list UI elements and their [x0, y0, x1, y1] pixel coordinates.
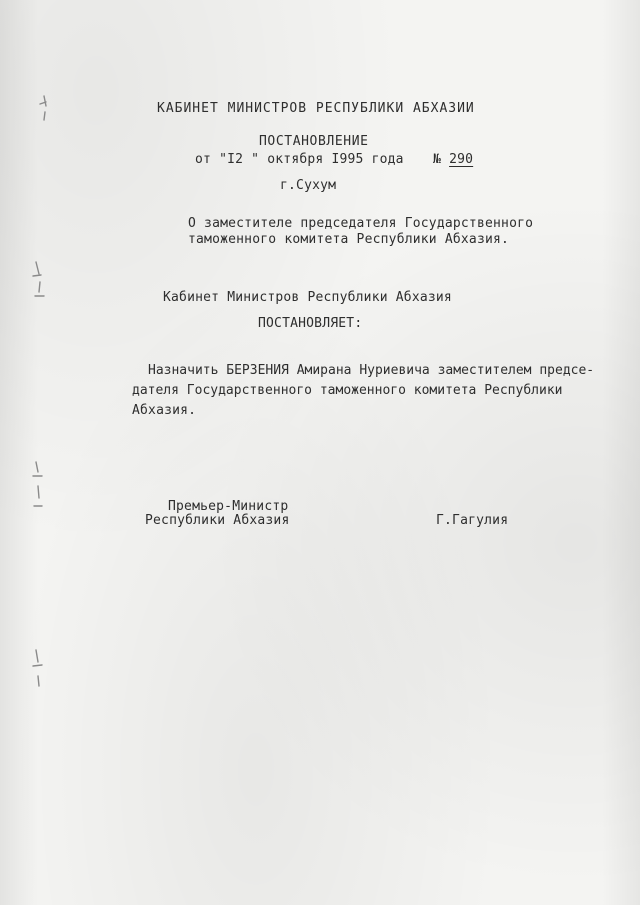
body-line-3: Абхазия. — [132, 403, 197, 418]
document-number-value: 290 — [449, 152, 474, 167]
document-type-title: ПОСТАНОВЛЕНИЕ — [259, 134, 369, 149]
binding-hole-marks — [0, 0, 60, 905]
body-line-1: Назначить БЕРЗЕНИЯ Амирана Нуриевича заместителем предсе- — [148, 363, 595, 378]
body-line-2: дателя Государственного таможенного комитета Республики — [132, 383, 563, 398]
document-date: от "I2 " октября I995 года — [195, 152, 404, 167]
number-sign: № — [433, 152, 442, 167]
document-city: г.Сухум — [280, 178, 337, 193]
signatory-title-line-2: Республики Абхазия — [145, 513, 290, 528]
signatory-title-line-1: Премьер-Министр — [168, 499, 289, 514]
subject-line-2: таможенного комитета Республики Абхазия. — [188, 232, 510, 247]
signatory-name: Г.Гагулия — [436, 513, 509, 528]
organization-heading: КАБИНЕТ МИНИСТРОВ РЕСПУБЛИКИ АБХАЗИИ — [157, 101, 475, 116]
subject-line-1: О заместителе председателя Государственного — [188, 216, 534, 231]
preamble-text: Кабинет Министров Республики Абхазия — [163, 290, 452, 305]
resolution-keyword: ПОСТАНОВЛЯЕТ: — [258, 316, 363, 331]
document-number — [433, 151, 473, 169]
